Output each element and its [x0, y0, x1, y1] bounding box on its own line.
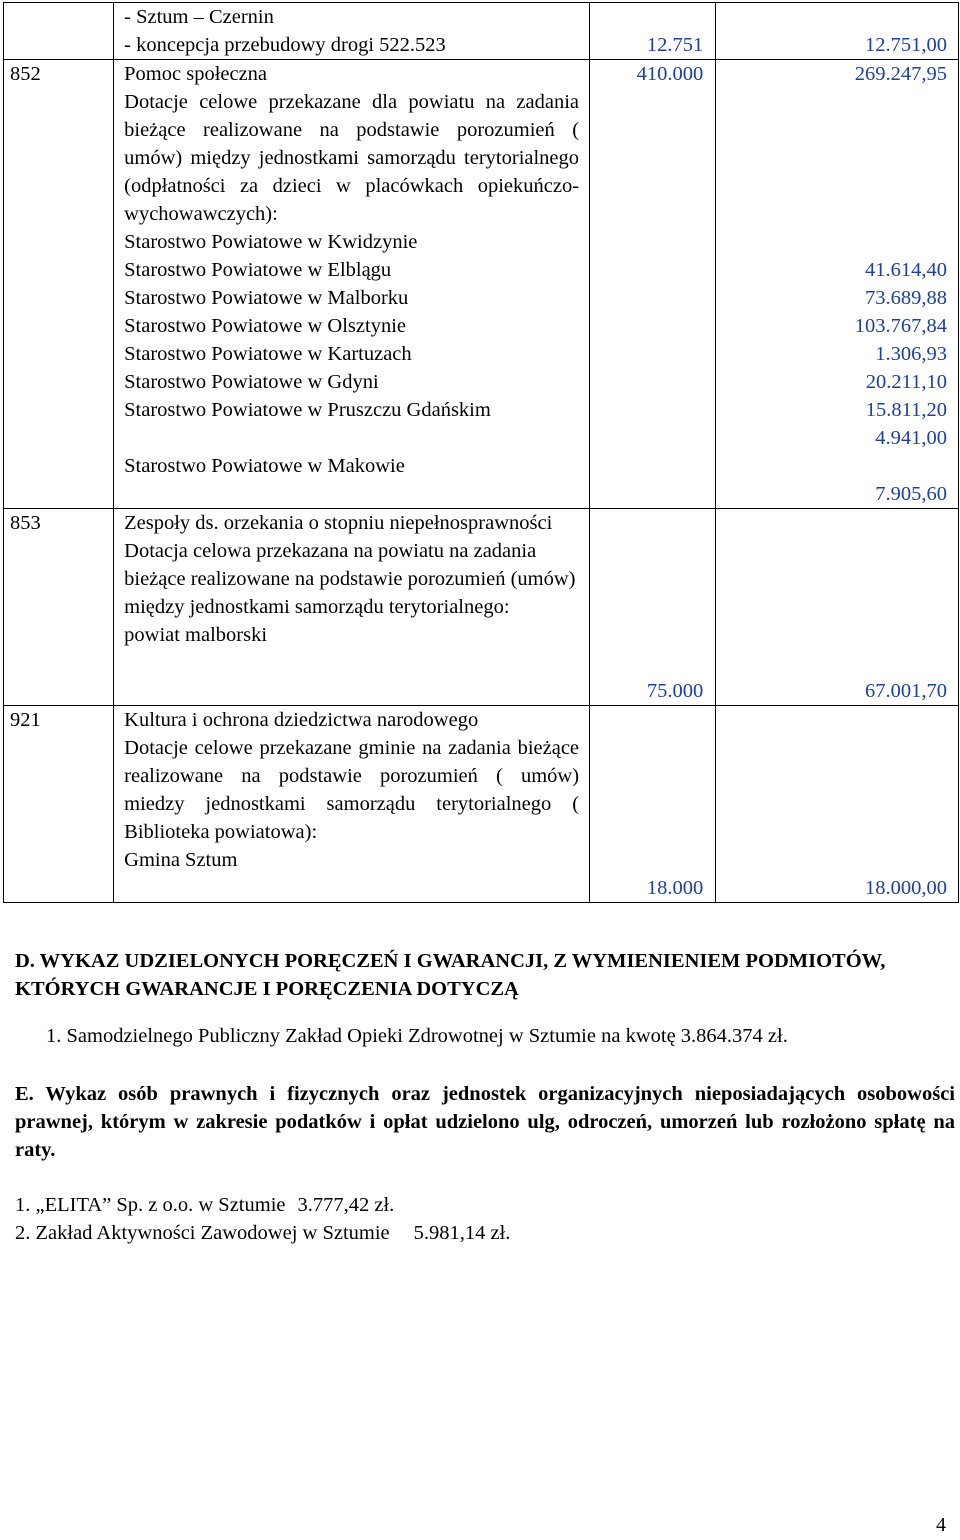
budget-table	[3, 2, 959, 903]
section-d-heading: D. WYKAZ UDZIELONYCH PORĘCZEŃ I GWARANCJI, Z WYMIENIENIEM PODMIOTÓW, KTÓRYCH GWARANCJE I PORĘCZENIA DOTYCZĄ	[15, 950, 886, 1000]
exec-cell: 269.247,95 41.614,40 73.689,88 103.767,84 1.306,93 20.211,10 15.811,20 4.941,00 7.905,60	[716, 60, 959, 509]
entity-name: 1. „ELITA” Sp. z o.o. w Sztumie	[15, 1194, 286, 1216]
page-number: 4	[936, 1514, 946, 1536]
entity-amount: 5.981,14 zł.	[413, 1222, 511, 1244]
section-e-item	[15, 1191, 394, 1219]
entity-name: 2. Zakład Aktywności Zawodowej w Sztumie	[15, 1222, 390, 1244]
plan-cell: 410.000	[590, 60, 716, 509]
description-cell: - Sztum – Czernin - koncepcja przebudowy drogi 522.523	[114, 3, 590, 60]
plan-cell: 18.000	[590, 706, 716, 903]
table-row	[4, 509, 959, 706]
code-cell: 852	[4, 60, 114, 509]
table-row	[4, 3, 959, 60]
entity-amount: 3.777,42 zł.	[297, 1194, 395, 1216]
description-cell: Pomoc społeczna Dotacje celowe przekazane dla powiatu na zadania bieżące realizowane na podstawie porozumień ( umów) między jednostkami samorządu terytorialnego (odpłatności za dzieci w placówkach opiekuńczo-wychowawczych): Starostwo Powiatowe w Kwidzynie Starostwo Powiatowe w Elblągu Starostwo Powiatowe w Malborku Starostwo Powiatowe w Olsztynie Starostwo Powiatowe w Kartuzach Starostwo Powiatowe w Gdyni Starostwo Powiatowe w Pruszczu Gdańskim Starostwo Powiatowe w Makowie	[114, 60, 590, 509]
exec-cell: 67.001,70	[716, 509, 959, 706]
exec-cell: 18.000,00	[716, 706, 959, 903]
code-cell: 921	[4, 706, 114, 903]
table-row	[4, 60, 959, 509]
table-row	[4, 706, 959, 903]
description-cell: Kultura i ochrona dziedzictwa narodowego Dotacje celowe przekazane gminie na zadania bieżące realizowane na podstawie porozumień ( umów) miedzy jednostkami samorządu terytorialnego ( Biblioteka powiatowa): Gmina Sztum	[114, 706, 590, 903]
plan-cell: 12.751	[590, 3, 716, 60]
section-d-item: 1. Samodzielnego Publiczny Zakład Opieki Zdrowotnej w Sztumie na kwotę 3.864.374 zł.	[46, 1025, 788, 1047]
code-cell	[4, 3, 114, 60]
description-cell: Zespoły ds. orzekania o stopniu niepełnosprawności Dotacja celowa przekazana na powiatu na zadania bieżące realizowane na podstawie porozumień (umów) między jednostkami samorządu terytorialnego: powiat malborski	[114, 509, 590, 706]
exec-cell: 12.751,00	[716, 3, 959, 60]
section-e-item	[15, 1219, 510, 1247]
code-cell: 853	[4, 509, 114, 706]
section-e-heading: E. Wykaz osób prawnych i fizycznych oraz jednostek organizacyjnych nieposiadających osobowości prawnej, którym w zakresie podatków i opłat udzielono ulg, odroczeń, umorzeń lub rozłożono spłatę na raty.	[15, 1083, 955, 1161]
plan-cell: 75.000	[590, 509, 716, 706]
